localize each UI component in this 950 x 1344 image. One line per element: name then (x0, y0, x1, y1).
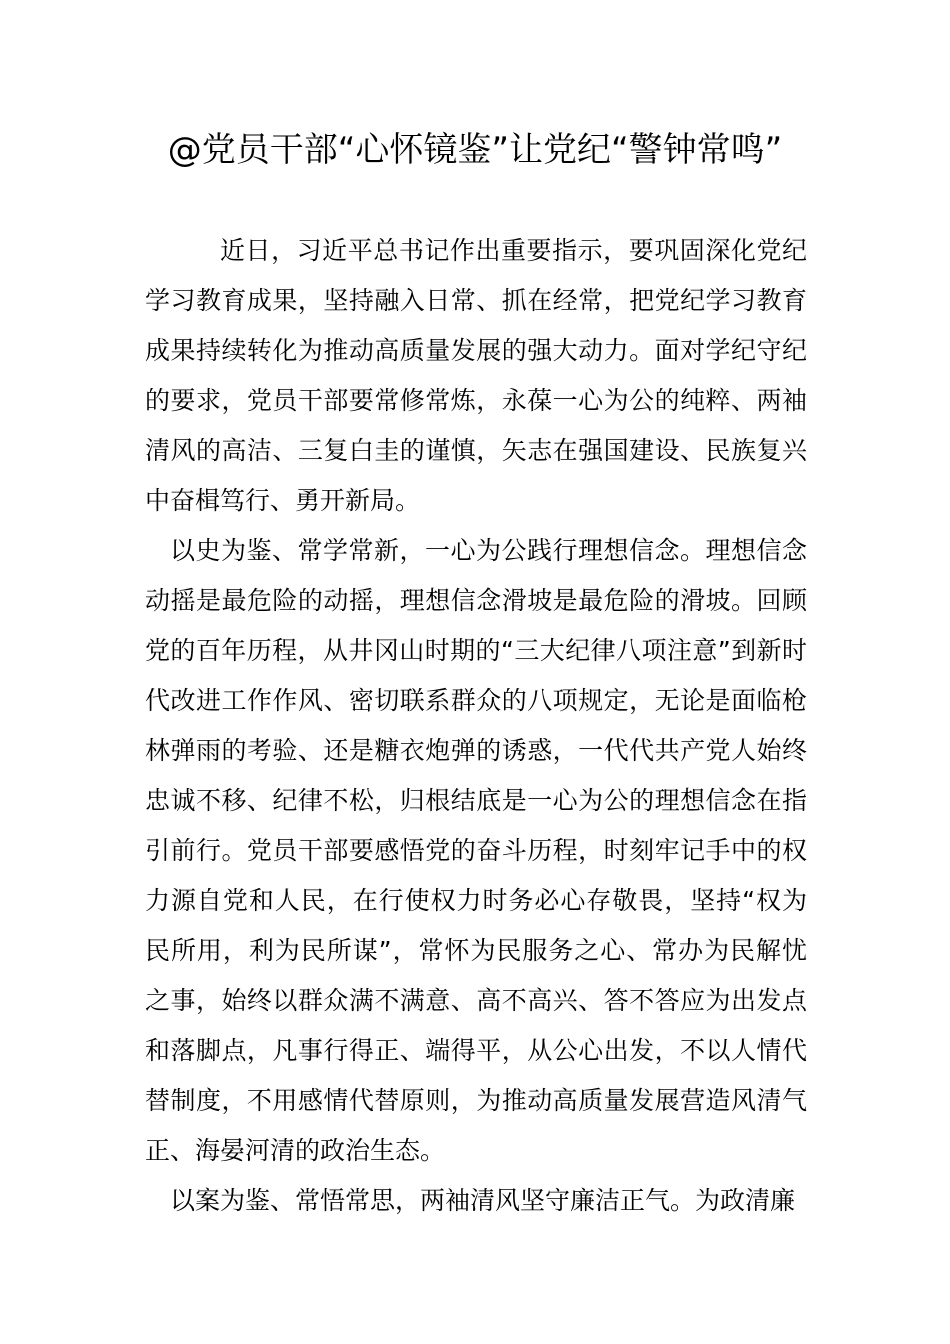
paragraph-3: 以案为鉴、常悟常思，两袖清风坚守廉洁正气。为政清廉 (170, 1186, 796, 1215)
document-title: @党员干部“心怀镜鉴”让党纪“警钟常鸣” (167, 130, 783, 170)
paragraph-2: 以史为鉴、常学常新，一心为公践行理想信念。理想信念动摇是最危险的动摇，理想信念滑坡是最危险的滑坡。回顾党的百年历程，从井冈山时期的“三大纪律八项注意”到新时代改进工作作风、密切联系群众的八项规定，无论是面临枪林弹雨的考验、还是糖衣炮弹的诱惑，一代代共产党人始终忠诚不移、纪律不松，归根结底是一心为公的理想信念在指引前行。党员干部要感悟党的奋斗历程，时刻牢记手中的权力源自党和人民，在行使权力时务必心存敬畏，坚持“权为民所用，利为民所谋”，常怀为民服务之心、常办为民解忧之事，始终以群众满不满意、高不高兴、答不答应为出发点和落脚点，凡事行得正、端得平，从公心出发，不以人情代替制度，不用感情代替原则，为推动高质量发展营造风清气正、海晏河清的政治生态。 (145, 536, 807, 1165)
document-body (145, 226, 807, 1226)
paragraph-1: 近日，习近平总书记作出重要指示，要巩固深化党纪学习教育成果，坚持融入日常、抓在经常，把党纪学习教育成果持续转化为推动高质量发展的强大动力。面对学纪守纪的要求，党员干部要常修常炼，永葆一心为公的纯粹、两袖清风的高洁、三复白圭的谨慎，矢志在强国建设、民族复兴中奋楫笃行、勇开新局。 (145, 236, 807, 515)
